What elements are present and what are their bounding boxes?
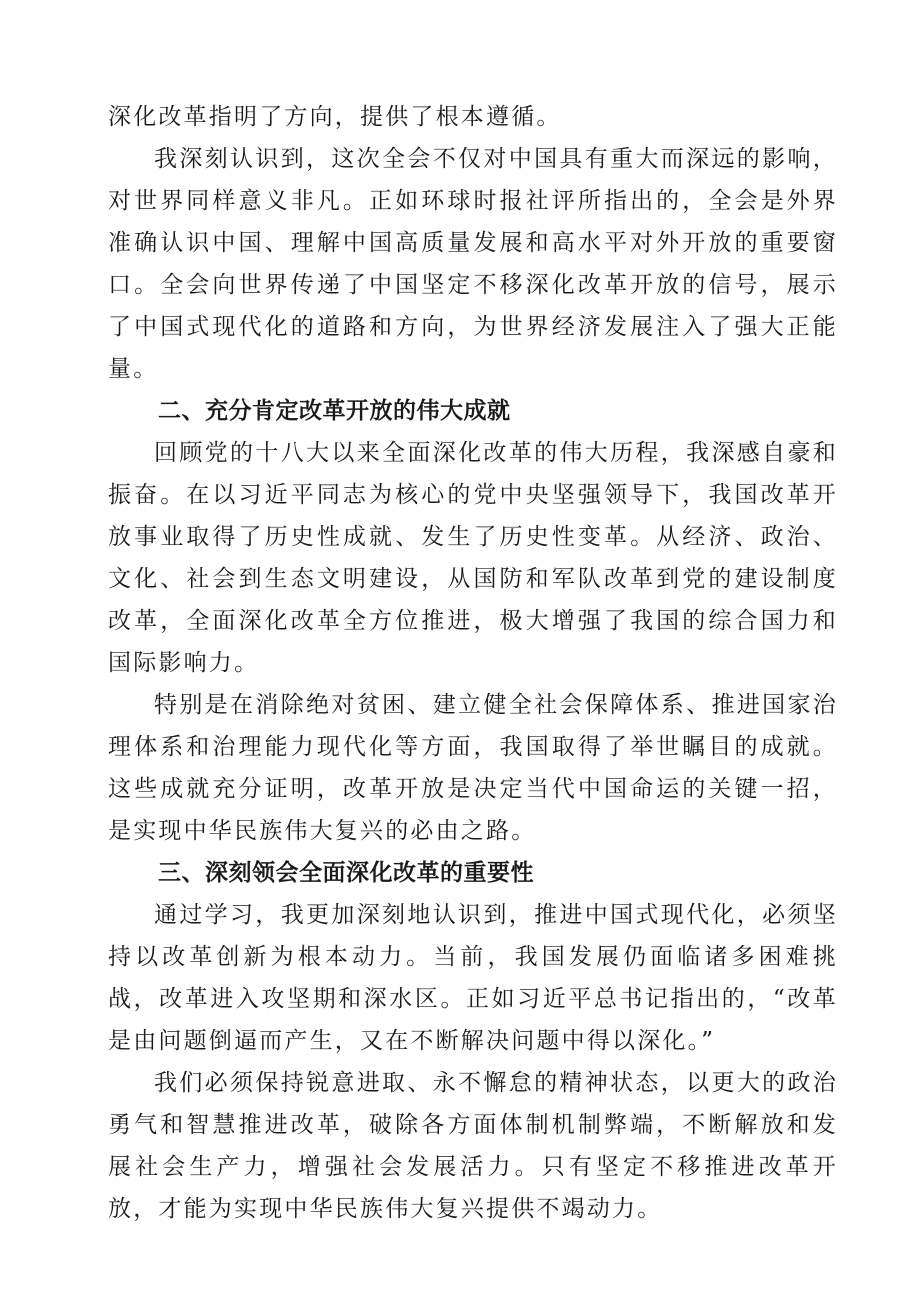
paragraph-world-significance: 我深刻认识到，这次全会不仅对中国具有重大而深远的影响，对世界同样意义非凡。正如环球时报社评所指出的，全会是外界准确认识中国、理解中国高质量发展和高水平对外开放的重要窗口。全会向世界传递了中国坚定不移深化改革开放的信号，展示了中国式现代化的道路和方向，为世界经济发展注入了强大正能量。 xyxy=(108,146,838,382)
paragraph-achievements: 特别是在消除绝对贫困、建立健全社会保障体系、推进国家治理体系和治理能力现代化等方面，我国取得了举世瞩目的成就。这些成就充分证明，改革开放是决定当代中国命运的关键一招，是实现中华民族伟大复兴的必由之路。 xyxy=(108,692,838,844)
section-heading-2: 二、充分肯定改革开放的伟大成就 xyxy=(158,398,511,424)
paragraph-reform-spirit: 我们必须保持锐意进取、永不懈怠的精神状态，以更大的政治勇气和智慧推进改革，破除各方面体制机制弊端，不断解放和发展社会生产力，增强社会发展活力。只有坚定不移推进改革开放，才能为实现中华民族伟大复兴提供不竭动力。 xyxy=(108,1070,838,1222)
paragraph-continuation: 深化改革指明了方向，提供了根本遵循。 xyxy=(108,104,562,130)
document-body xyxy=(108,96,838,1230)
paragraph-reform-motivation: 通过学习，我更加深刻地认识到，推进中国式现代化，必须坚持以改革创新为根本动力。当前，我国发展仍面临诸多困难挑战，改革进入攻坚期和深水区。正如习近平总书记指出的，“改革是由问题倒逼而产生，又在不断解决问题中得以深化。” xyxy=(108,902,838,1054)
section-heading-3: 三、深刻领会全面深化改革的重要性 xyxy=(158,860,534,886)
paragraph-reform-history: 回顾党的十八大以来全面深化改革的伟大历程，我深感自豪和振奋。在以习近平同志为核心的党中央坚强领导下，我国改革开放事业取得了历史性成就、发生了历史性变革。从经济、政治、文化、社会到生态文明建设，从国防和军队改革到党的建设制度改革，全面深化改革全方位推进，极大增强了我国的综合国力和国际影响力。 xyxy=(108,440,838,676)
